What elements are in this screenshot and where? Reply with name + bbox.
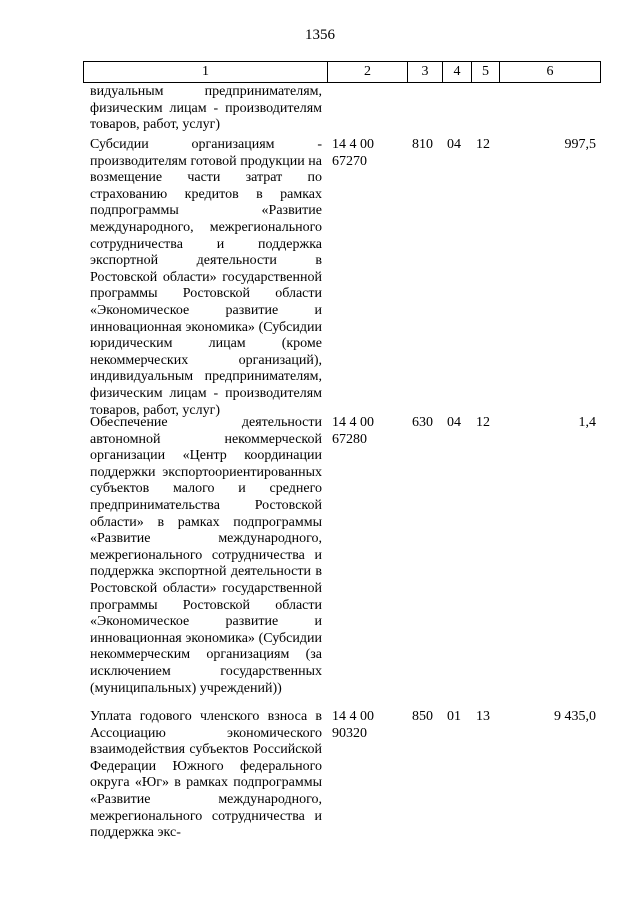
row-col-4: 04 — [447, 415, 461, 430]
row-col-3: 850 — [412, 709, 433, 724]
row-code: 14 4 00 67280 — [332, 415, 374, 447]
row-description: видуальным предпринимателям, физическим лицам - производителям товаров, работ, услуг) — [90, 84, 322, 133]
row-amount: 9 435,0 — [554, 709, 596, 724]
table-header — [83, 61, 601, 83]
row-col-5: 12 — [476, 137, 490, 152]
row-amount: 1,4 — [578, 415, 596, 430]
row-code: 14 4 00 90320 — [332, 709, 374, 741]
row-col-3: 810 — [412, 137, 433, 152]
row-description: Обеспечение деятельности автономной некоммерческой организации «Центр координации поддержки экспортоориентированных субъектов малого и среднего предпринимательства Ростовской области» в рамках подпрограммы «Развитие международного, межрегионального сотрудничества и поддержка экспортной деятельности в Ростовской области» государственной программы Ростовской области «Экономическое развитие и инновационная экономика» (Субсидии некоммерческим организациям (за исключением государственных (муниципальных) учреждений)) — [90, 415, 322, 696]
header-col-2: 2 — [327, 62, 407, 82]
header-col-3: 3 — [407, 62, 442, 82]
header-col-5: 5 — [471, 62, 499, 82]
row-description: Субсидии организациям - производителям готовой продукции на возмещение части затрат по страхованию кредитов в рамках подпрограммы «Развитие международного, межрегионального сотрудничества и поддержка экспортной деятельности в Ростовской области» государственной программы Ростовской области «Экономическое развитие и инновационная экономика» (Субсидии юридическим лицам (кроме некоммерческих организаций), индивидуальным предпринимателям, физическим лицам - производителям товаров, работ, услуг) — [90, 137, 322, 418]
header-col-4: 4 — [442, 62, 471, 82]
row-amount: 997,5 — [564, 137, 596, 152]
row-col-4: 01 — [447, 709, 461, 724]
row-col-5: 13 — [476, 709, 490, 724]
header-col-1: 1 — [202, 64, 209, 79]
page-number: 1356 — [305, 27, 335, 43]
header-col-6: 6 — [499, 62, 600, 82]
row-col-3: 630 — [412, 415, 433, 430]
row-col-5: 12 — [476, 415, 490, 430]
row-code: 14 4 00 67270 — [332, 137, 374, 169]
row-col-4: 04 — [447, 137, 461, 152]
row-description: Уплата годового членского взноса в Ассоциацию экономического взаимодействия субъектов Российской Федерации Южного федерального округа «Юг» в рамках подпрограммы «Развитие международного, межрегионального сотрудничества и поддержка экс- — [90, 709, 322, 841]
